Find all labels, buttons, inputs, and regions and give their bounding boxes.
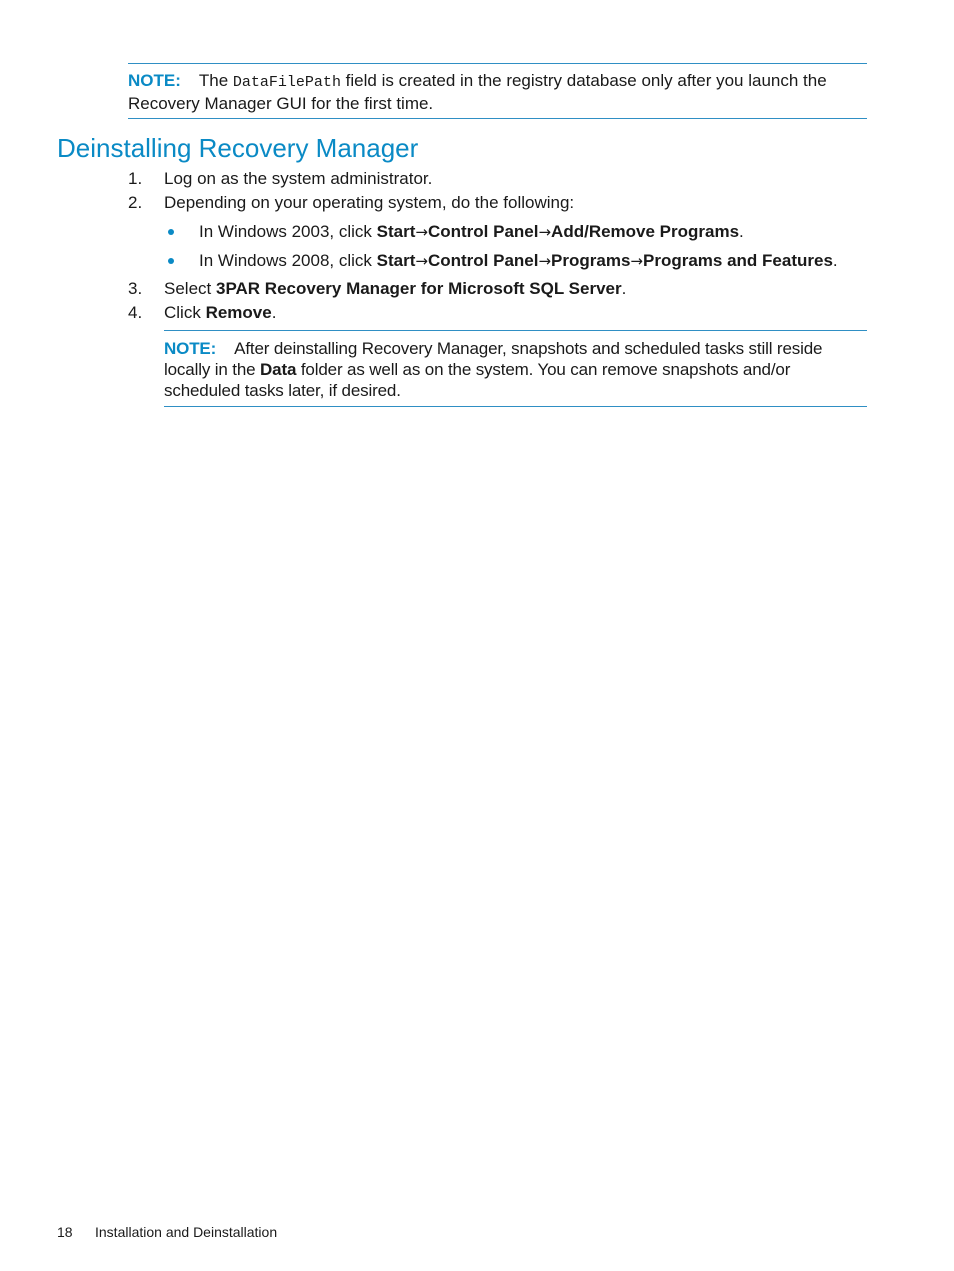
note-code-datafilepath: DataFilePath bbox=[232, 74, 341, 91]
footer-chapter-title: Installation and Deinstallation bbox=[95, 1224, 278, 1240]
step-text: Log on as the system administrator. bbox=[164, 169, 433, 188]
page-footer bbox=[57, 1222, 277, 1242]
step-text: Click bbox=[164, 303, 206, 322]
step-period: . bbox=[621, 279, 627, 298]
arrow-icon: → bbox=[630, 252, 643, 270]
step-product-name: 3PAR Recovery Manager for Microsoft SQL Server bbox=[215, 279, 622, 298]
step-1 bbox=[128, 168, 432, 190]
bullet-period: . bbox=[832, 251, 838, 270]
step-text: Depending on your operating system, do the following: bbox=[164, 193, 575, 212]
menu-path-start: Start bbox=[376, 222, 416, 241]
bullet-dot-icon bbox=[168, 229, 174, 235]
step-4 bbox=[128, 302, 276, 324]
note-text-after: folder as well as on the system. You can remove snapshots and/or scheduled tasks later, if desired. bbox=[164, 360, 791, 400]
note-label: NOTE: bbox=[164, 339, 217, 358]
section-title: Deinstalling Recovery Manager bbox=[57, 133, 419, 163]
note-text-before: The bbox=[198, 71, 233, 90]
bullet-period: . bbox=[739, 222, 744, 241]
arrow-icon: → bbox=[415, 252, 428, 270]
menu-path-programs-and-features: Programs and Features bbox=[643, 251, 833, 270]
note-data-folder: Data bbox=[260, 360, 297, 379]
step-period: . bbox=[271, 303, 277, 322]
step-number: 1. bbox=[128, 169, 143, 188]
bullet-text: In Windows 2003, click bbox=[199, 222, 377, 241]
note-label: NOTE: bbox=[128, 71, 181, 90]
step-3 bbox=[128, 278, 626, 300]
arrow-icon: → bbox=[538, 252, 552, 270]
bullet-text: In Windows 2008, click bbox=[199, 251, 377, 270]
note-text-before: After deinstalling Recovery Manager, snapshots and scheduled tasks still reside locally in the bbox=[164, 339, 823, 379]
page-number: 18 bbox=[57, 1224, 73, 1240]
menu-path-add-remove-programs: Add/Remove Programs bbox=[551, 222, 740, 241]
step-2 bbox=[128, 192, 574, 214]
bullet-windows-2003 bbox=[164, 221, 744, 243]
step-remove-label: Remove bbox=[205, 303, 272, 322]
note-text-after: field is created in the registry database only after you launch the Recovery Manager GUI for the first time. bbox=[128, 71, 827, 113]
bullet-windows-2008 bbox=[164, 250, 838, 272]
step-number: 2. bbox=[128, 193, 143, 212]
step-number: 4. bbox=[128, 303, 143, 322]
arrow-icon: → bbox=[415, 223, 428, 241]
bullet-dot-icon bbox=[168, 258, 174, 264]
menu-path-start: Start bbox=[376, 251, 416, 270]
arrow-icon: → bbox=[538, 223, 552, 241]
step-number: 3. bbox=[128, 279, 143, 298]
menu-path-control-panel: Control Panel bbox=[427, 251, 539, 270]
menu-path-programs: Programs bbox=[551, 251, 631, 270]
menu-path-control-panel: Control Panel bbox=[427, 222, 539, 241]
note-installation-datafilepath bbox=[128, 63, 867, 119]
step-text: Select bbox=[164, 279, 216, 298]
note-deinstall-snapshots bbox=[164, 330, 867, 407]
